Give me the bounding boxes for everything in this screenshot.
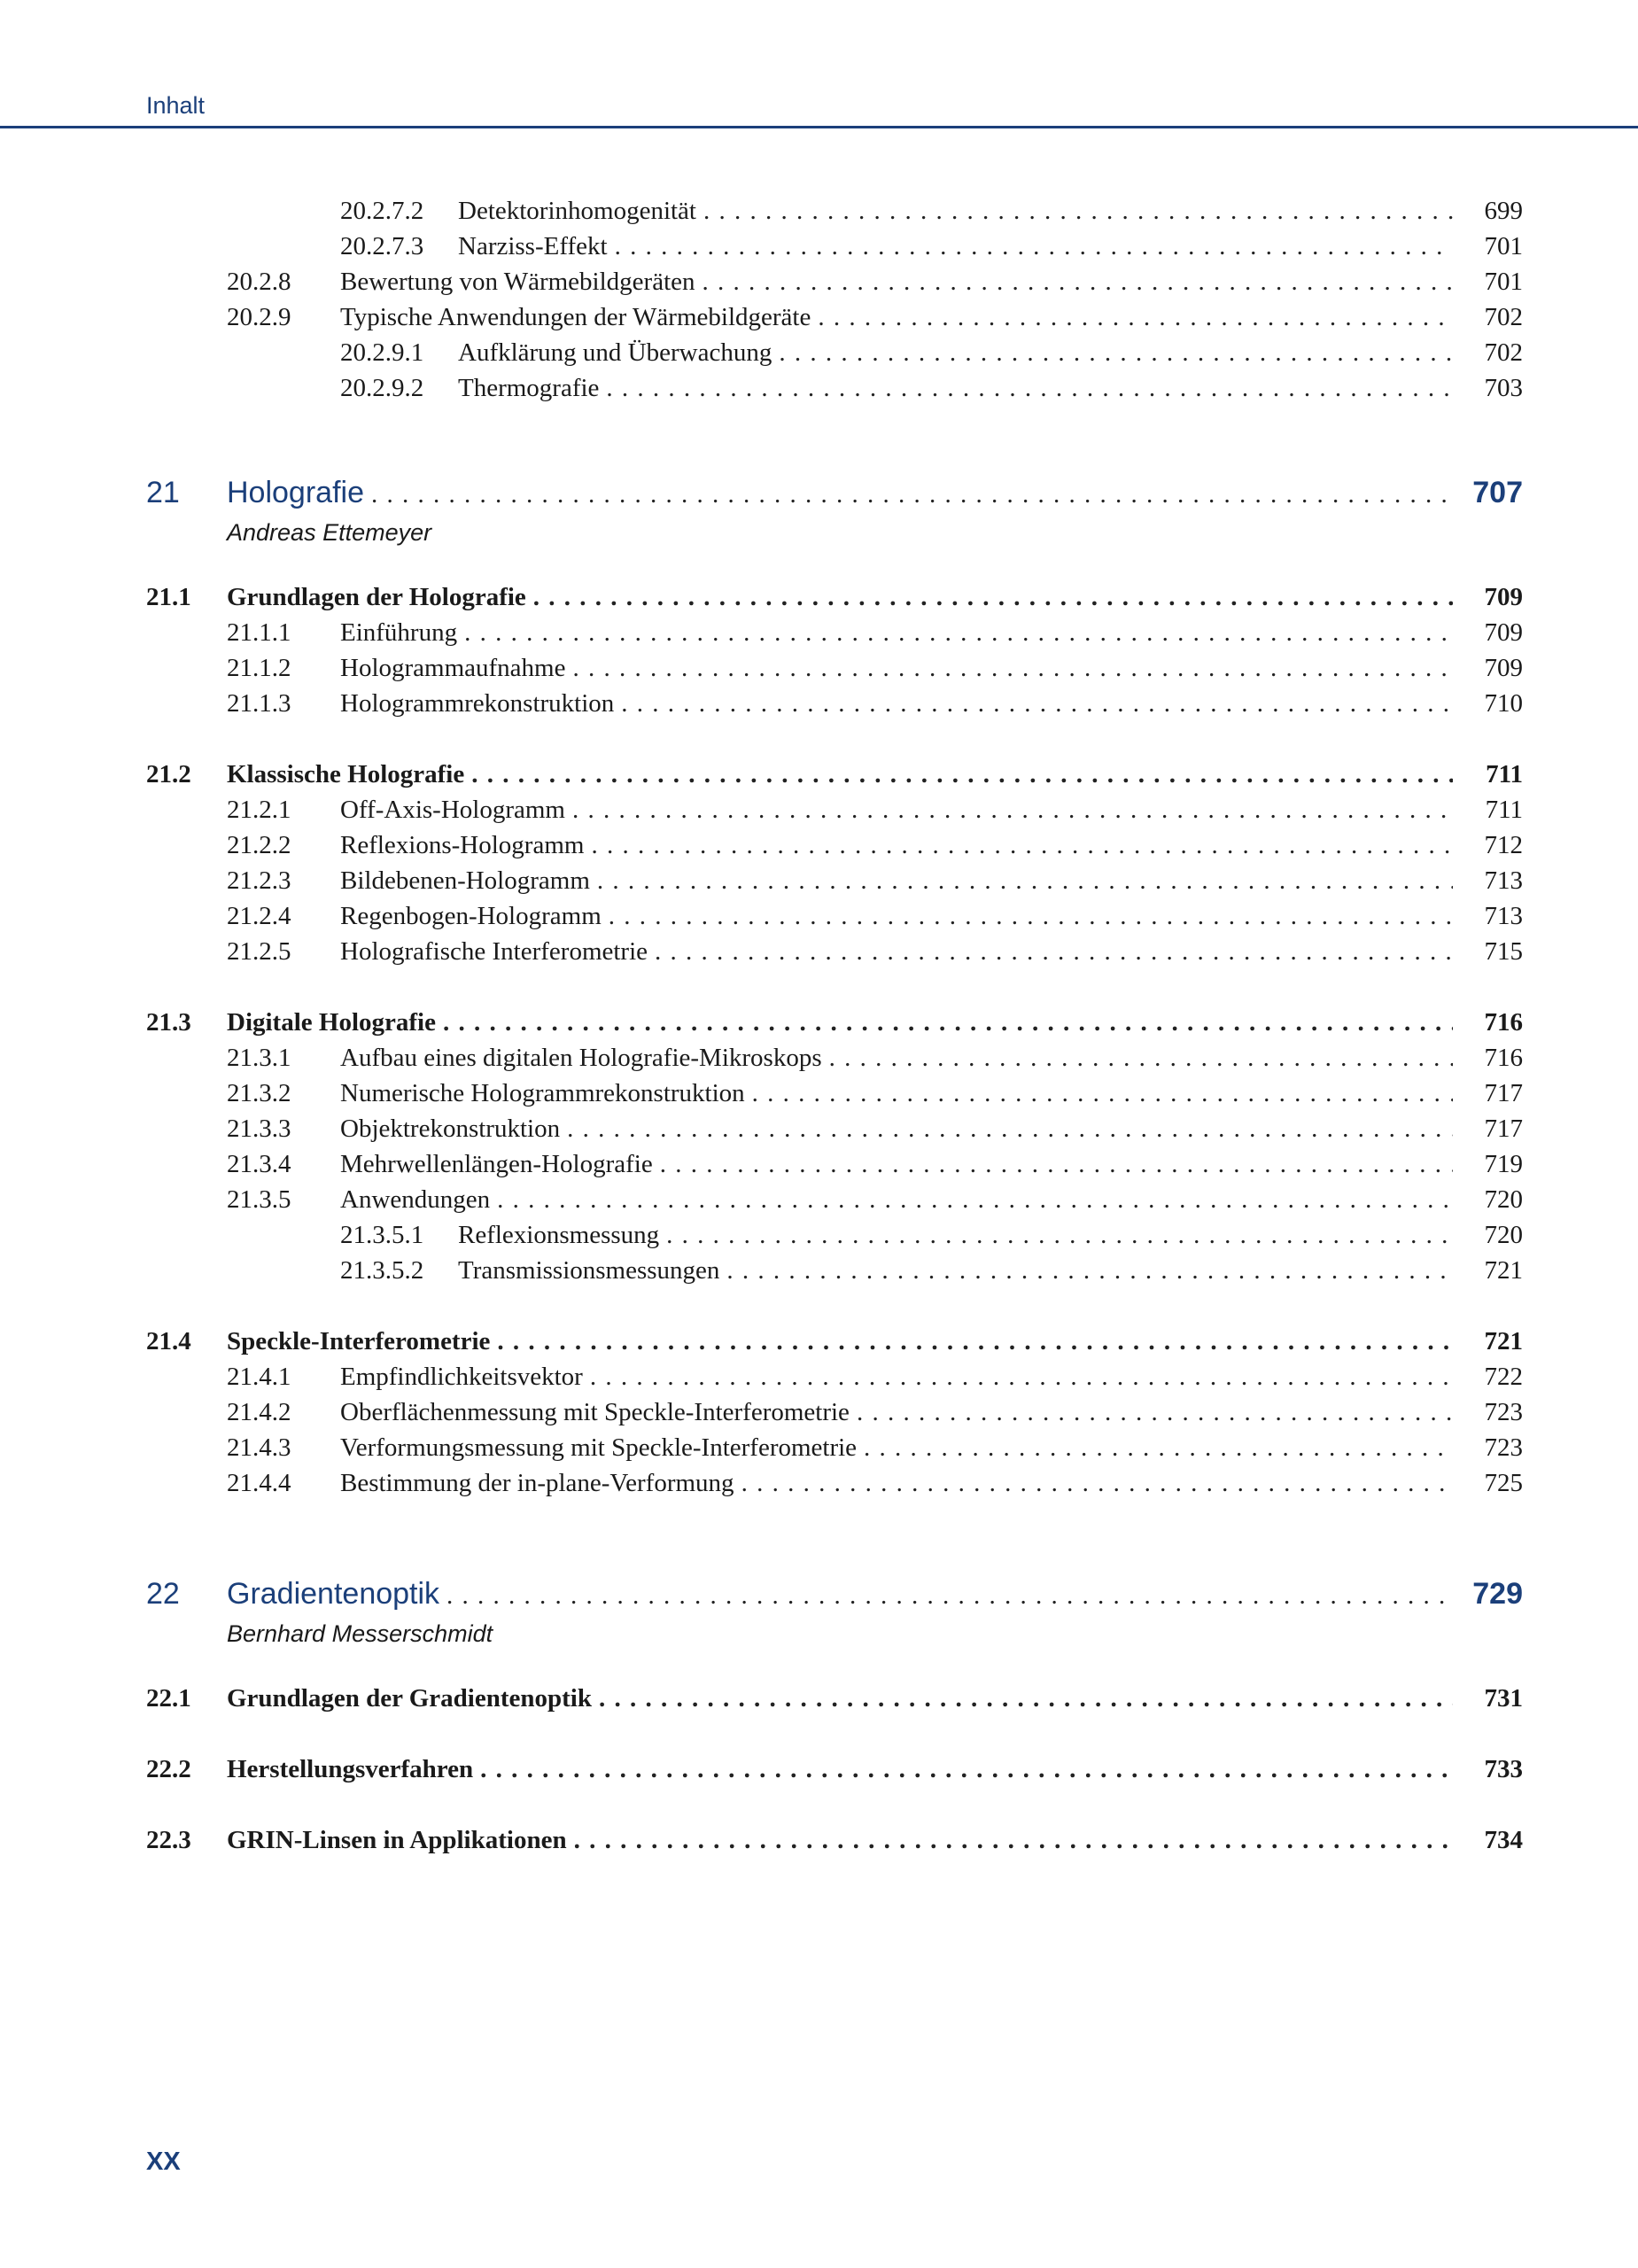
toc-entry-label: Numerische Hologrammrekonstruktion <box>340 1079 745 1107</box>
toc-entry-page: 722 <box>1484 1363 1523 1391</box>
toc-entry-label: Digitale Holografie <box>227 1008 436 1037</box>
dot-leader <box>648 934 1453 969</box>
toc-entry-number: 22 <box>146 1577 180 1611</box>
toc-entry-page: 716 <box>1484 1044 1523 1072</box>
toc-entry[interactable] <box>0 299 1638 335</box>
toc-entry-number: 21.1.3 <box>227 689 291 718</box>
toc-entry[interactable] <box>0 1465 1638 1501</box>
toc-entry[interactable] <box>0 1111 1638 1146</box>
toc-entry-label: Transmissionsmessungen <box>458 1256 720 1285</box>
toc-entry-page: 720 <box>1484 1185 1523 1214</box>
toc-entry-page: 725 <box>1484 1469 1523 1497</box>
toc-entry-title <box>227 1573 1453 1616</box>
dot-leader <box>608 229 1453 264</box>
toc-entry-label: Regenbogen-Hologramm <box>340 902 602 930</box>
toc-entry[interactable] <box>0 1253 1638 1288</box>
toc-entry-page: 709 <box>1484 654 1523 682</box>
toc-entry[interactable] <box>0 193 1638 229</box>
toc-entry-page: 702 <box>1484 338 1523 367</box>
toc-entry-number: 21.2.2 <box>227 831 291 859</box>
dot-leader <box>565 650 1453 686</box>
toc-entry-page: 721 <box>1484 1256 1523 1285</box>
toc-entry-page: 715 <box>1484 937 1523 966</box>
toc-entry-page: 712 <box>1484 831 1523 859</box>
toc-entry-label: Narziss-Effekt <box>458 232 608 260</box>
toc-entry[interactable] <box>0 1359 1638 1394</box>
toc-entry-page: 713 <box>1484 866 1523 895</box>
toc-entry-title <box>227 1324 1453 1359</box>
dot-leader <box>565 792 1453 827</box>
dot-leader <box>592 1681 1453 1716</box>
dot-leader <box>695 264 1454 299</box>
toc-entry[interactable] <box>0 229 1638 264</box>
dot-leader <box>734 1465 1453 1501</box>
toc-entry-number: 21.3.2 <box>227 1079 291 1107</box>
dot-leader <box>560 1111 1453 1146</box>
chapter-author: Bernhard Messerschmidt <box>227 1620 493 1647</box>
toc-entry-page: 719 <box>1484 1150 1523 1178</box>
toc-entry-title <box>340 1111 1453 1146</box>
toc-entry-number: 20.2.7.3 <box>340 232 424 260</box>
toc-entry-label: Reflexions-Hologramm <box>340 831 585 859</box>
toc-entry[interactable] <box>0 615 1638 650</box>
dot-leader <box>599 370 1453 406</box>
toc-entry-title <box>340 827 1453 863</box>
toc-entry-title <box>227 579 1453 615</box>
dot-leader <box>653 1146 1453 1182</box>
toc-entry-label: Einführung <box>340 618 458 647</box>
toc-entry-page: 723 <box>1484 1433 1523 1462</box>
toc-entry[interactable] <box>0 264 1638 299</box>
toc-entry-title <box>458 193 1453 229</box>
dot-leader <box>584 827 1453 863</box>
dot-leader <box>659 1217 1453 1253</box>
toc-entry-title <box>227 1751 1453 1787</box>
toc-entry-label: Herstellungsverfahren <box>227 1755 474 1783</box>
toc-entry-label: Holografische Interferometrie <box>340 937 648 966</box>
toc-entry-title <box>340 863 1453 898</box>
toc-entry-page: 733 <box>1484 1755 1523 1783</box>
toc-entry-title <box>340 264 1453 299</box>
toc-entry-number: 20.2.8 <box>227 268 291 296</box>
toc-entry[interactable] <box>0 898 1638 934</box>
toc-entry[interactable] <box>0 1217 1638 1253</box>
toc-entry-title <box>340 1430 1453 1465</box>
toc-entry-number: 21.2.4 <box>227 902 291 930</box>
toc-entry-title <box>340 686 1453 721</box>
toc-entry-page: 717 <box>1484 1079 1523 1107</box>
toc-entry-label: Typische Anwendungen der Wärmebildgeräte <box>340 303 811 331</box>
toc-entry-label: Mehrwellenlängen-Holografie <box>340 1150 653 1178</box>
dot-leader <box>857 1430 1453 1465</box>
toc-entry-title <box>227 1005 1453 1040</box>
dot-leader <box>745 1076 1453 1111</box>
toc-entry-label: Thermografie <box>458 374 600 402</box>
toc-entry[interactable] <box>0 1751 1638 1787</box>
dot-leader <box>696 193 1453 229</box>
toc-entry-title <box>340 1465 1453 1501</box>
toc-entry-title <box>340 299 1453 335</box>
toc-entry-number: 21.4.3 <box>227 1433 291 1462</box>
toc-entry-title <box>227 1822 1453 1858</box>
toc-entry-page: 723 <box>1484 1398 1523 1426</box>
toc-entry[interactable] <box>0 1324 1638 1359</box>
dot-leader <box>590 863 1453 898</box>
toc-entry-title <box>458 370 1453 406</box>
toc-entry-number: 21.2.1 <box>227 796 291 824</box>
dot-leader <box>614 686 1453 721</box>
toc-entry-page: 721 <box>1484 1327 1523 1355</box>
toc-entry-number: 21.3.5 <box>227 1185 291 1214</box>
toc-entry-label: Off-Axis-Hologramm <box>340 796 565 824</box>
dot-leader <box>583 1359 1453 1394</box>
toc-entry-number: 21.4.4 <box>227 1469 291 1497</box>
dot-leader <box>811 299 1453 335</box>
toc-entry-number: 21.4.2 <box>227 1398 291 1426</box>
chapter-author: Andreas Ettemeyer <box>227 519 432 546</box>
toc-entry-title <box>458 1253 1453 1288</box>
toc-entry-label: Klassische Holografie <box>227 760 465 788</box>
dot-leader <box>464 757 1453 792</box>
toc-entry-page: 711 <box>1486 760 1523 788</box>
toc-entry-page: 707 <box>1472 476 1523 509</box>
toc-entry[interactable] <box>0 335 1638 370</box>
toc-entry-title <box>227 757 1453 792</box>
toc-entry-page: 709 <box>1484 583 1523 611</box>
toc-entry[interactable] <box>0 1430 1638 1465</box>
toc-entry-title <box>227 472 1453 515</box>
toc-entry-page: 717 <box>1484 1115 1523 1143</box>
toc-entry[interactable] <box>0 579 1638 615</box>
toc-entry-number: 21.2.3 <box>227 866 291 895</box>
toc-entry-label: GRIN-Linsen in Applikationen <box>227 1826 567 1854</box>
toc-entry-page: 699 <box>1484 197 1523 225</box>
toc-entry-number: 21.1.1 <box>227 618 291 647</box>
toc-chapter[interactable] <box>0 1573 1638 1614</box>
toc-entry-label: Hologrammrekonstruktion <box>340 689 615 718</box>
toc-entry[interactable] <box>0 757 1638 792</box>
toc-entry-page: 709 <box>1484 618 1523 647</box>
toc-entry-title <box>340 1394 1453 1430</box>
toc-entry-label: Empfindlichkeitsvektor <box>340 1363 583 1391</box>
toc-entry-number: 21.3.1 <box>227 1044 291 1072</box>
toc-entry-number: 21.3.5.1 <box>340 1221 424 1249</box>
toc-entry-label: Holografie <box>227 476 364 509</box>
toc-entry[interactable] <box>0 1005 1638 1040</box>
toc-entry-title <box>340 934 1453 969</box>
toc-entry[interactable] <box>0 827 1638 863</box>
toc-entry-page: 703 <box>1484 374 1523 402</box>
toc-entry[interactable] <box>0 650 1638 686</box>
toc-entry-number: 22.3 <box>146 1826 191 1854</box>
dot-leader <box>439 1575 1453 1616</box>
toc-entry-number: 20.2.9.1 <box>340 338 424 367</box>
toc-entry-label: Aufbau eines digitalen Holografie-Mikroskops <box>340 1044 822 1072</box>
toc-entry-label: Oberflächenmessung mit Speckle-Interferometrie <box>340 1398 850 1426</box>
toc-entry-number: 21.2.5 <box>227 937 291 966</box>
toc-entry-page: 734 <box>1484 1826 1523 1854</box>
dot-leader <box>490 1324 1453 1359</box>
toc-entry[interactable] <box>0 1146 1638 1182</box>
toc-entry-title <box>340 615 1453 650</box>
toc-entry-page: 701 <box>1484 268 1523 296</box>
toc-entry-page: 720 <box>1484 1221 1523 1249</box>
dot-leader <box>436 1005 1453 1040</box>
toc-entry-title <box>458 229 1453 264</box>
toc-entry-title <box>458 1217 1453 1253</box>
dot-leader <box>457 615 1453 650</box>
toc-entry-page: 701 <box>1484 232 1523 260</box>
toc-entry-number: 21.3.4 <box>227 1150 291 1178</box>
toc-entry-page: 710 <box>1484 689 1523 718</box>
toc-entry-label: Speckle-Interferometrie <box>227 1327 491 1355</box>
toc-entry-number: 21.4.1 <box>227 1363 291 1391</box>
dot-leader <box>850 1394 1453 1430</box>
toc-entry-page: 713 <box>1484 902 1523 930</box>
toc-entry-page: 729 <box>1472 1577 1523 1611</box>
toc-entry[interactable] <box>0 1681 1638 1716</box>
toc-entry-title <box>458 335 1453 370</box>
toc-entry-label: Aufklärung und Überwachung <box>458 338 772 367</box>
toc-entry-title <box>340 650 1453 686</box>
toc-entry-label: Anwendungen <box>340 1185 491 1214</box>
toc-entry-label: Gradientenoptik <box>227 1577 440 1611</box>
toc-entry[interactable] <box>0 686 1638 721</box>
toc-entry-number: 21.3.5.2 <box>340 1256 424 1285</box>
running-head-title: Inhalt <box>146 92 206 119</box>
toc-entry[interactable] <box>0 1394 1638 1430</box>
toc-entry[interactable] <box>0 1076 1638 1111</box>
toc-entry-label: Detektorinhomogenität <box>458 197 696 225</box>
dot-leader <box>822 1040 1453 1076</box>
toc-entry-number: 21.3 <box>146 1008 191 1037</box>
toc-entry-title <box>340 1182 1453 1217</box>
toc-entry[interactable] <box>0 370 1638 406</box>
toc-entry-number: 20.2.9.2 <box>340 374 424 402</box>
toc-entry-title <box>340 792 1453 827</box>
toc-entry-number: 21.1 <box>146 583 191 611</box>
dot-leader <box>602 898 1453 934</box>
dot-leader <box>364 474 1453 515</box>
dot-leader <box>719 1253 1453 1288</box>
toc-entry-page: 731 <box>1484 1684 1523 1713</box>
toc-entry[interactable] <box>0 792 1638 827</box>
toc-entry-number: 22.1 <box>146 1684 191 1713</box>
dot-leader <box>490 1182 1453 1217</box>
toc-entry-label: Bestimmung der in-plane-Verformung <box>340 1469 734 1497</box>
toc-entry-title <box>340 1040 1453 1076</box>
toc-entry-title <box>340 898 1453 934</box>
toc-entry-title <box>227 1681 1453 1716</box>
toc-entry[interactable] <box>0 1040 1638 1076</box>
toc-entry-page: 711 <box>1485 796 1523 824</box>
toc-entry-number: 20.2.9 <box>227 303 291 331</box>
dot-leader <box>473 1751 1453 1787</box>
toc-entry-page: 716 <box>1484 1008 1523 1037</box>
toc-entry-page: 702 <box>1484 303 1523 331</box>
toc-entry-number: 21.4 <box>146 1327 191 1355</box>
toc-entry[interactable] <box>0 934 1638 969</box>
toc-entry[interactable] <box>0 1822 1638 1858</box>
toc-entry-title <box>340 1359 1453 1394</box>
toc-chapter[interactable] <box>0 472 1638 513</box>
toc-entry-label: Grundlagen der Holografie <box>227 583 526 611</box>
toc-entry[interactable] <box>0 863 1638 898</box>
toc-entry-label: Reflexionsmessung <box>458 1221 660 1249</box>
page-number: XX <box>146 2148 181 2176</box>
toc-entry-number: 21.2 <box>146 760 191 788</box>
toc-entry-number: 21.1.2 <box>227 654 291 682</box>
toc-entry-label: Hologrammaufnahme <box>340 654 566 682</box>
toc-entry-label: Bildebenen-Hologramm <box>340 866 590 895</box>
toc-entry-title <box>340 1146 1453 1182</box>
toc-entry-number: 22.2 <box>146 1755 191 1783</box>
toc-entry-label: Verformungsmessung mit Speckle-Interferometrie <box>340 1433 858 1462</box>
dot-leader <box>772 335 1453 370</box>
toc-entry-label: Grundlagen der Gradientenoptik <box>227 1684 592 1713</box>
toc-entry-number: 21.3.3 <box>227 1115 291 1143</box>
dot-leader <box>526 579 1453 615</box>
toc-entry-number: 20.2.7.2 <box>340 197 424 225</box>
toc-entry-label: Bewertung von Wärmebildgeräten <box>340 268 695 296</box>
toc-entry[interactable] <box>0 1182 1638 1217</box>
toc-entry-label: Objektrekonstruktion <box>340 1115 561 1143</box>
dot-leader <box>567 1822 1453 1858</box>
toc-entry-number: 21 <box>146 476 180 509</box>
toc-entry-title <box>340 1076 1453 1111</box>
